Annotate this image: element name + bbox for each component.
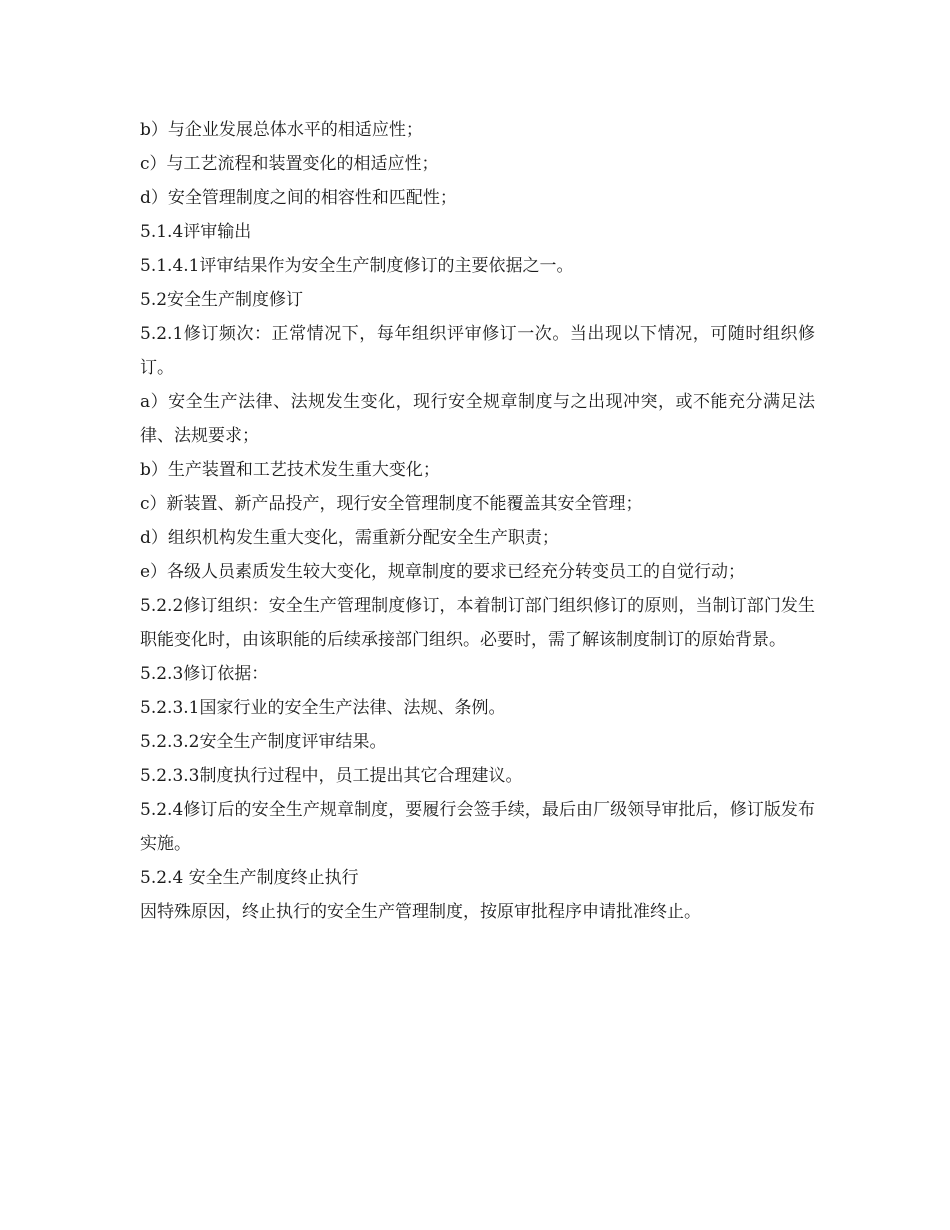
paragraph-5-2-2: 5.2.2修订组织：安全生产管理制度修订，本着制订部门组织修订的原则，当制订部门发生职能变化时，由该职能的后续承接部门组织。必要时，需了解该制度制订的原始背景。 bbox=[140, 596, 815, 650]
paragraph-5-1-4-1: 5.1.4.1评审结果作为安全生产制度修订的主要依据之一。 bbox=[140, 256, 574, 276]
paragraph-5-2-4-revision: 5.2.4修订后的安全生产规章制度，要履行会签手续，最后由厂级领导审批后，修订版发布实施。 bbox=[140, 800, 815, 854]
paragraph-item-c-new-products: c）新装置、新产品投产，现行安全管理制度不能覆盖其安全管理； bbox=[140, 494, 643, 514]
paragraph-item-d-compatibility: d）安全管理制度之间的相容性和匹配性； bbox=[140, 188, 457, 208]
paragraph-5-2-3-2: 5.2.3.2安全生产制度评审结果。 bbox=[140, 732, 387, 752]
paragraph-5-2-3-1: 5.2.3.1国家行业的安全生产法律、法规、条例。 bbox=[140, 698, 506, 718]
paragraph-item-e-personnel: e）各级人员素质发生较大变化，规章制度的要求已经充分转变员工的自觉行动； bbox=[140, 562, 746, 582]
section-heading-5-2-4-termination: 5.2.4 安全生产制度终止执行 bbox=[140, 868, 359, 888]
section-heading-5-2-3: 5.2.3修订依据： bbox=[140, 664, 269, 684]
paragraph-5-2-1: 5.2.1修订频次：正常情况下，每年组织评审修订一次。当出现以下情况，可随时组织修订。 bbox=[140, 324, 815, 378]
paragraph-item-b-equipment: b）生产装置和工艺技术发生重大变化； bbox=[140, 460, 440, 480]
section-heading-5-2: 5.2安全生产制度修订 bbox=[140, 290, 304, 310]
paragraph-item-b-overall-level: b）与企业发展总体水平的相适应性； bbox=[140, 120, 423, 140]
paragraph-termination: 因特殊原因，终止执行的安全生产管理制度，按原审批程序申请批准终止。 bbox=[140, 902, 701, 922]
paragraph-item-d-organization: d）组织机构发生重大变化，需重新分配安全生产职责； bbox=[140, 528, 559, 548]
paragraph-5-2-3-3: 5.2.3.3制度执行过程中，员工提出其它合理建议。 bbox=[140, 766, 523, 786]
paragraph-item-c-process-flow: c）与工艺流程和装置变化的相适应性； bbox=[140, 154, 439, 174]
paragraph-item-a-laws: a）安全生产法律、法规发生变化，现行安全规章制度与之出现冲突，或不能充分满足法律、法规要求； bbox=[140, 392, 815, 446]
section-heading-5-1-4: 5.1.4评审输出 bbox=[140, 222, 252, 242]
document-body bbox=[140, 113, 815, 929]
